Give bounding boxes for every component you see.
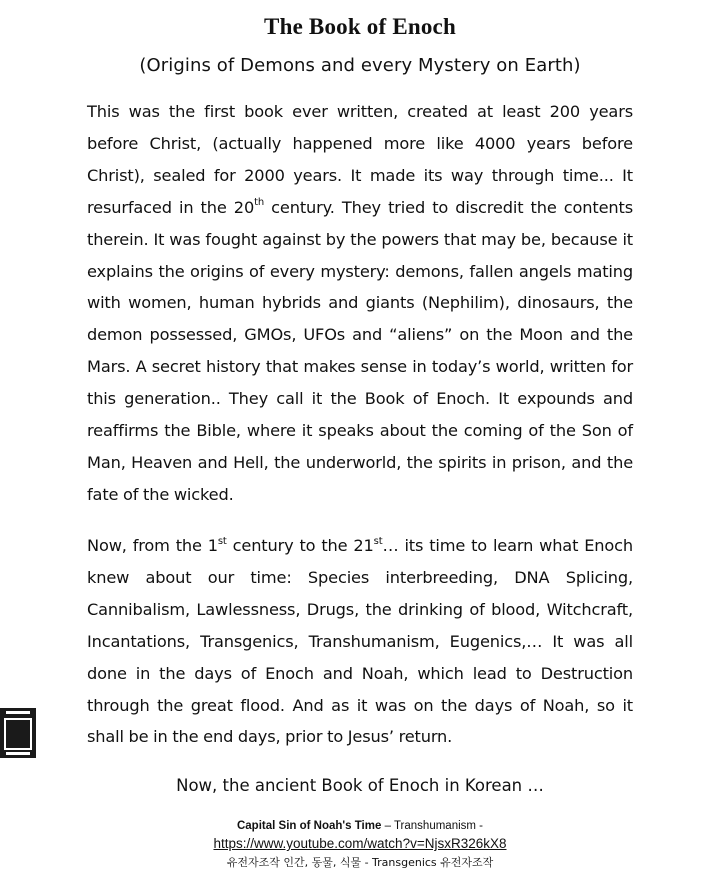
paragraph-1-text-b: century. They tried to discredit the contents therein. It was fought against by the powers that may be, because it explains the origins of every mystery: demons, fallen angels mating with women, human hybrids and giants (Nephilim), dinosaurs, the demon possessed, GMOs, UFOs and “aliens” on the Moon and the Mars. A secret history that makes sense in today’s world, written for this generation.. They call it the Book of Enoch. It expounds and reaffirms the Bible, where it speaks about the coming of the Son of Man, Heaven and Hell, the underworld, the spirits in prison, and the fate of the wicked. (87, 197, 633, 504)
stamp-bottom-bar (6, 752, 30, 755)
paragraph-2-text-b: century to the 21 (226, 536, 374, 555)
paragraph-2 (87, 530, 633, 753)
footer (0, 818, 720, 871)
paragraph-2-text-a: Now, from the 1 (87, 536, 218, 555)
page-title: The Book of Enoch (264, 14, 456, 39)
paragraph-1-text-a: This was the first book ever written, created at least 200 years before Christ, (actually happened more like 4000 years before Christ), sealed for 2000 years. It made its way through time... It resurfaced in the 20 (87, 102, 633, 217)
korean-caption: 유전자조작 인간, 동물, 식물 - Transgenics 유전자조작 (226, 856, 494, 869)
stamp-top-bar (6, 711, 30, 714)
video-subtitle: – Transhumanism - (381, 820, 483, 832)
stamp-frame (4, 718, 32, 750)
paragraph-2-superscript-a: st (217, 535, 227, 547)
paragraph-2-text-c: … its time to learn what Enoch knew about our time: Species interbreeding, DNA Splicing, Cannibalism, Lawlessness, Drugs, the drinking of blood, Witchcraft, Incantations, Transgenics, Transhumanism, Eugenics,… It was all done in the days of Enoch and Noah, which lead to Destruction through the great flood. And as it was on the days of Noah, so it shall be in the end days, prior to Jesus’ return. (87, 536, 633, 747)
video-link[interactable]: https://www.youtube.com/watch?v=NjsxR326kX8 (213, 836, 507, 851)
paragraph-1 (87, 96, 633, 511)
seal-icon (0, 708, 36, 758)
paragraph-2-superscript-b: st (373, 535, 383, 547)
page-subtitle: (Origins of Demons and every Mystery on Earth) (139, 55, 581, 76)
closing-line: Now, the ancient Book of Enoch in Korean … (176, 776, 544, 795)
video-title: Capital Sin of Noah's Time (236, 820, 382, 832)
paragraph-1-superscript: th (254, 197, 265, 209)
video-credit-line (0, 818, 720, 835)
